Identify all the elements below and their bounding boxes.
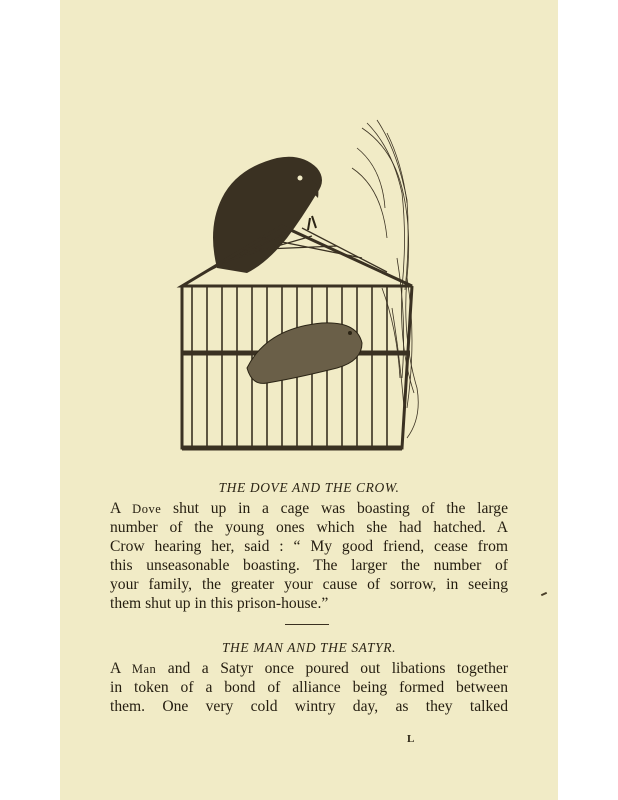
text-line: them. One very cold wintry day, as they talked	[110, 698, 508, 715]
text-line: A Dove shut up in a cage was boasting of the large	[110, 500, 509, 517]
text-line: this unseasonable boasting. The larger the number of	[110, 557, 508, 574]
small-caps-word: Dove	[132, 502, 162, 516]
text-line: them shut up in this prison-house.”	[110, 595, 329, 612]
text-line: number of the young ones which she had hatched. A	[110, 519, 508, 536]
small-caps-word: Man	[131, 662, 157, 676]
text-line: your family, the greater your cause of sorrow, in seeing	[110, 576, 508, 593]
dove-in-cage-illustration	[162, 108, 462, 458]
text-line: in token of a bond of alliance being formed between	[110, 679, 508, 696]
story-text-man-satyr	[110, 659, 508, 716]
text-line: A Man and a Satyr once poured out libations together	[110, 660, 508, 677]
story-text-dove-crow	[110, 499, 508, 613]
book-page	[60, 0, 558, 800]
section-divider	[285, 624, 329, 625]
story-title-dove-crow: THE DOVE AND THE CROW.	[218, 480, 400, 495]
signature-mark: L	[407, 733, 415, 745]
text-line: Crow hearing her, said : “ My good friend, cease from	[110, 538, 508, 555]
foliage-shading	[352, 120, 418, 438]
crow-drawing	[213, 157, 322, 273]
story-title-man-satyr: THE MAN AND THE SATYR.	[221, 640, 397, 655]
ink-speck	[541, 592, 547, 596]
dove-drawing	[247, 323, 362, 384]
